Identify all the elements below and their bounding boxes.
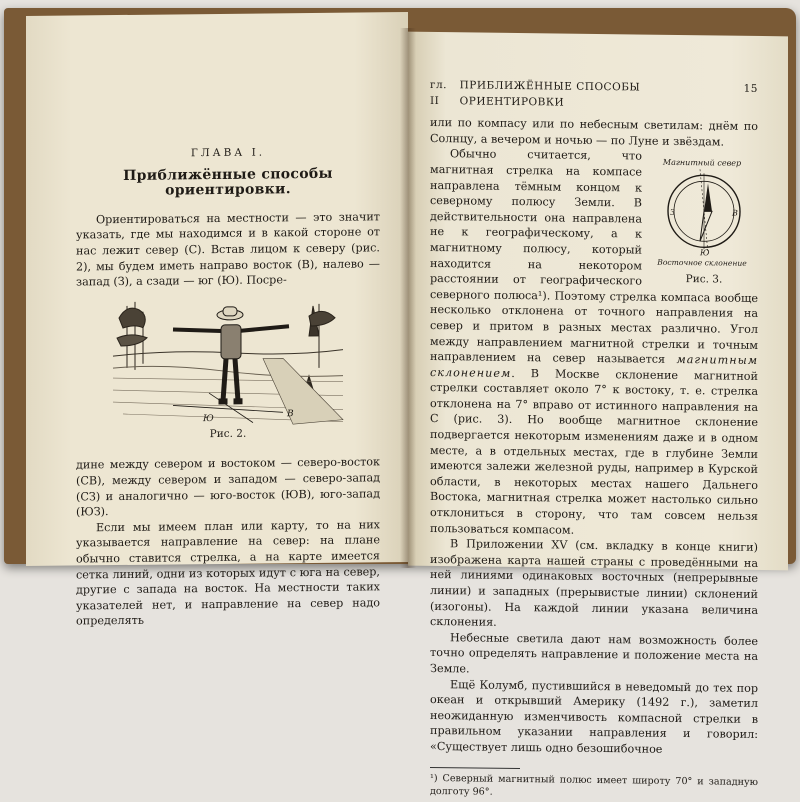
paragraph-text: . В Москве склонение магнитной стрелки составляет около 7° к востоку, т. е. стрелка отклонена на 7° вправо от истинного направления на С (рис. 3). Но вообще магнитное склонение подвергается некоторым изменениям даже и в одном месте, а в отдельных местах, где в глубине Земли имеются залежи железной руды, например в Курской области, в некоторых местах нашего Дальнего Востока, магнитная стрелка может настолько сильно отклониться в сторону, что там совсем нельзя пользоваться компасом. <box>430 366 758 537</box>
term-magnetic-declination: магнитным склонением <box>430 353 758 380</box>
running-title: ПРИБЛИЖЁННЫЕ СПОСОБЫ ОРИЕНТИРОВКИ <box>459 79 641 109</box>
right-page <box>408 32 788 798</box>
left-page <box>26 12 408 628</box>
figure-caption: Рис. 2. <box>209 427 247 440</box>
figure-compass <box>650 155 758 284</box>
paragraph: Небесные светила дают нам возможность более точно определять направление и положение места на Земле. <box>430 630 758 676</box>
book <box>4 8 796 798</box>
hiker-drawing <box>113 295 343 425</box>
label-south: Ю <box>700 248 710 258</box>
figure-caption: Рис. 3. <box>685 273 723 286</box>
chapter-title: Приближённые способы ориентировки. <box>123 165 333 199</box>
paragraph: дине между севером и востоком — северо-восток (СВ), между севером и западом — северо-запад (СЗ) и аналогично — юго-восток (ЮВ), юго-запад (ЮЗ). <box>76 455 380 519</box>
paragraph: Ориентироваться на местности — это значит указать, где мы находимся и в какой стороне от нас лежит север (С). Встав лицом к северу (рис. 2), мы будем иметь направо восток (В), налево — запад (З), а сзади — юг (Ю). Посре- <box>76 210 380 289</box>
figure-hiker-illustration <box>113 295 343 425</box>
running-head <box>430 78 758 113</box>
label-west: З <box>670 208 675 218</box>
paragraph-text: Обычно считается, что магнитная стрелка на компасе направлена тёмным концом к северному полюсу Земли. В действительности она направлена не к географическому, а к магнитному полюсу, который находится на некотором расстоянии от географического северного полюса¹). Поэтому стрелка компаса вообще несколько отклонена от точного направления на север и притом в разных местах различно. Угол между направлением магнитной стрелки и точным направлением на север называется <box>430 147 758 367</box>
paragraph: или по компасу или по небесным светилам: днём по Солнцу, а вечером и ночью — по Луне и звёздам. <box>430 116 758 149</box>
compass-icon <box>650 155 758 268</box>
label-east: В <box>732 209 738 219</box>
footnote-divider <box>430 766 520 768</box>
label-east: В <box>287 408 294 420</box>
label-declination: Восточное склонение <box>657 258 747 269</box>
label-south: Ю <box>203 413 214 424</box>
paragraph: Ещё Колумб, пустившийся в неведомый до тех пор океан и открывший Америку (1492 г.), заметил неожиданную изменчивость компасной стрелки в правильном указании направления и говорил: «Существует лишь одно безошибочное <box>430 677 758 756</box>
chapter-number: ГЛАВА I. <box>190 146 266 160</box>
footnote: ¹) Северный магнитный полюс имеет широту 70° и западную долготу 96°. <box>430 772 758 798</box>
paragraph: В Приложении XV (см. вкладку в конце книги) изображена карта нашей страны с проведёнными на ней линиями одинаковых восточных (непрерывные линии) и западных (прерывистые линии) склонений (изогоны). На каждой линии указана величина склонения. <box>430 537 758 629</box>
label-magnetic-north: Магнитный север <box>662 158 742 169</box>
book-gutter <box>400 28 416 568</box>
page-number: 15 <box>743 82 758 95</box>
paragraph: Если мы имеем план или карту, то на них указывается направление на север: на плане обычно ставится стрелка, а на карте имеется сетка линий, одни из которых идут с юга на север, другие с запада на восток. На местности таких указателей нет, и направление на север надо определять <box>76 518 380 628</box>
chapter-ref: гл. II <box>430 78 448 107</box>
